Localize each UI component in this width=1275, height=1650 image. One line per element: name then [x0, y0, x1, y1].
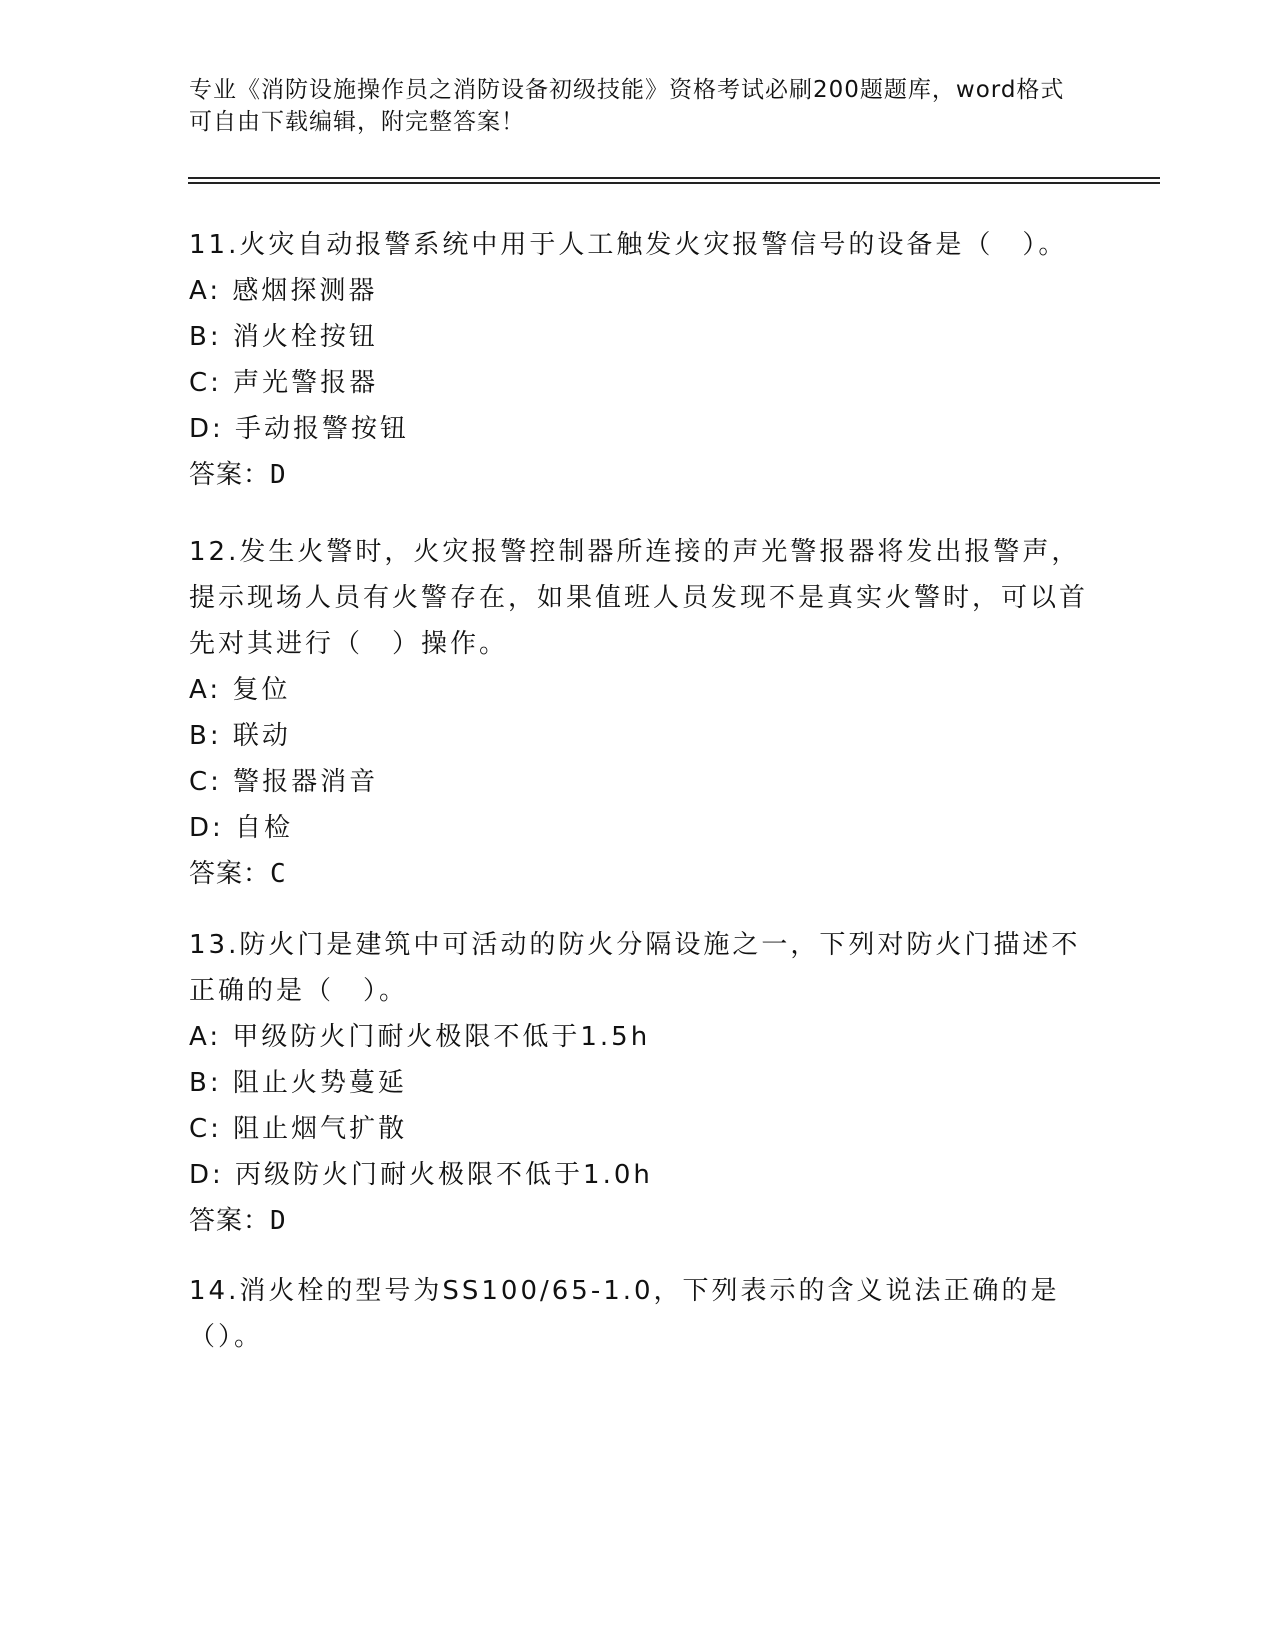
- question-12: [189, 529, 1089, 897]
- answer-value: C: [270, 859, 287, 889]
- answer-value: D: [270, 460, 287, 490]
- question-stem: 14.消火栓的型号为SS100/65-1.0，下列表示的含义说法正确的是（）。: [189, 1276, 1060, 1352]
- option-c: C: 声光警报器: [189, 368, 379, 398]
- answer-value: D: [270, 1206, 287, 1236]
- header-divider: [188, 177, 1160, 184]
- option-a: A: 复位: [189, 675, 291, 705]
- option-c: C: 警报器消音: [189, 767, 379, 797]
- option-b: B: 阻止火势蔓延: [189, 1068, 407, 1098]
- option-d: D: 丙级防火门耐火极限不低于1.0h: [189, 1160, 653, 1190]
- answer-label: 答案：: [189, 460, 271, 490]
- option-c: C: 阻止烟气扩散: [189, 1114, 408, 1144]
- option-b: B: 消火栓按钮: [189, 322, 378, 352]
- answer-line: [189, 1198, 1089, 1244]
- question-11: [189, 222, 1089, 498]
- option-a: A: 感烟探测器: [189, 276, 378, 306]
- document-header: 专业《消防设施操作员之消防设备初级技能》资格考试必刷200题题库，word格式可自由下载编辑，附完整答案！: [189, 77, 1065, 135]
- question-13: [189, 922, 1089, 1244]
- option-b: B: 联动: [189, 721, 291, 751]
- answer-line: [189, 452, 1089, 498]
- question-stem: 12.发生火警时，火灾报警控制器所连接的声光警报器将发出报警声，提示现场人员有火警存在，如果值班人员发现不是真实火警时，可以首先对其进行（ ）操作。: [189, 537, 1089, 659]
- option-a: A: 甲级防火门耐火极限不低于1.5h: [189, 1022, 651, 1052]
- question-stem: 11.火灾自动报警系统中用于人工触发火灾报警信号的设备是（ ）。: [189, 230, 1068, 260]
- question-14: [189, 1268, 1089, 1360]
- option-d: D: 手动报警按钮: [189, 414, 410, 444]
- answer-label: 答案：: [189, 859, 271, 889]
- answer-label: 答案：: [189, 1206, 271, 1236]
- question-stem: 13.防火门是建筑中可活动的防火分隔设施之一，下列对防火门描述不正确的是（ ）。: [189, 930, 1081, 1006]
- answer-line: [189, 851, 1089, 897]
- option-d: D: 自检: [189, 813, 294, 843]
